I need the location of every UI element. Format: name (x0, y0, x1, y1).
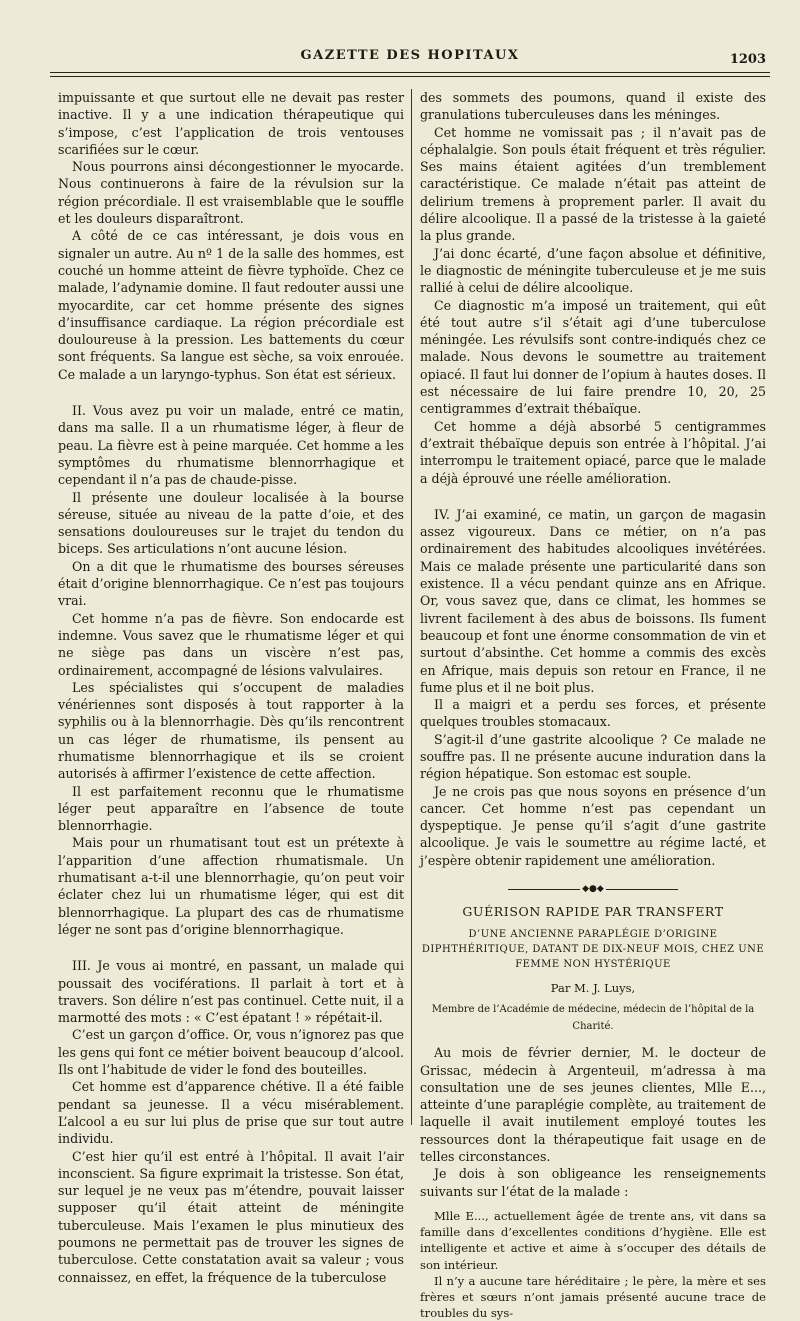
paragraph: Je dois à son obligeance les renseignements suivants sur l’état de la malade : (420, 1166, 766, 1199)
newspaper-page (50, 44, 770, 1321)
paragraph: Mlle E..., actuellement âgée de trente ans, vit dans sa famille dans d’excellentes conditions d’hygiène. Elle est intelligente et active et aime à s’occuper des détails de son intérieur. (420, 1208, 766, 1272)
paragraph: II. Vous avez pu voir un malade, entré ce matin, dans ma salle. Il a un rhumatisme léger, à fleur de peau. La fièvre est à peine marquée. Cet homme a les symptômes du rhumatisme blennorrhagique et cependant il n’a pas de chaude-pisse. (58, 403, 404, 488)
header-rule (50, 72, 770, 73)
paragraph: Cet homme est d’apparence chétive. Il a été faible pendant sa jeunesse. Il a vécu misérablement. L’alcool a eu sur lui plus de prise que sur tout autre individu. (58, 1079, 404, 1147)
paragraph: IV. J’ai examiné, ce matin, un garçon de magasin assez vigoureux. Dans ce métier, on n’a pas ordinairement des habitudes alcooliques invétérées. Mais ce malade présente une particularité dans son existence. Il a vécu pendant quinze ans en Afrique. Or, vous savez que, dans ce climat, les hommes se livrent facilement à des abus de boissons. Ils fument beaucoup et font une énorme consommation de vin et surtout d’absinthe. Cet homme a commis des excès en Afrique, mais depuis son retour en France, il ne fume plus et il ne boit plus. (420, 506, 766, 695)
header-rule-thin (50, 76, 770, 77)
page-header (50, 44, 770, 68)
paragraph: Ce diagnostic m’a imposé un traitement, qui eût été tout autre s’il s’était agi d’une tuberculose méningée. Les révulsifs sont contre-indiqués chez ce malade. Nous devons le soumettre au traitement opiacé. Il faut lui donner de l’opium à hautes doses. Il est nécessaire de lui faire prendre 10, 20, 25 centigrammes d’extrait thébaïque. (420, 297, 766, 417)
article-title: GUÉRISON RAPIDE PAR TRANSFERT (462, 904, 724, 920)
column-divider (411, 89, 412, 1125)
left-column (58, 89, 404, 1286)
journal-title: GAZETTE DES HOPITAUX (300, 48, 520, 63)
right-column (420, 89, 766, 1321)
article-subtitle: D’UNE ANCIENNE PARAPLÉGIE D’ORIGINE DIPHTHÉRITIQUE, DATANT DE DIX-NEUF MOIS, CHEZ UNE FEMME NON HYSTÉRIQUE (421, 929, 765, 971)
page-number: 1203 (729, 52, 766, 67)
paragraph: C’est un garçon d’office. Or, vous n’ignorez pas que les gens qui font ce métier boivent beaucoup d’alcool. Ils ont l’habitude de vider le fond des bouteilles. (58, 1027, 404, 1078)
paragraph: impuissante et que surtout elle ne devait pas rester inactive. Il y a une indication thérapeutique qui s’impose, c’est l’application de trois ventouses scarifiées sur le cœur. (58, 90, 404, 157)
paragraph: C’est hier qu’il est entré à l’hôpital. Il avait l’air inconscient. Sa figure exprimait la tristesse. Son état, sur lequel je ne veux pas m’étendre, pouvait laisser supposer qu’il était atteint de méningite tuberculeuse. Mais l’examen le plus minutieux des poumons ne permettait pas de trouver les signes de tuberculose. Cette constatation avait sa valeur ; vous connaissez, en effet, la fréquence de la tuberculose (58, 1148, 404, 1285)
paragraph: Au mois de février dernier, M. le docteur de Grissac, médecin à Argenteuil, m’adressa à ma consultation une de ses jeunes clientes, Mlle E..., atteinte d’une paraplégie complète, au traitement de laquelle il avait inutilement employé toutes les ressources dont la thérapeutique fait usage en de telles circonstances. (420, 1045, 766, 1165)
paragraph: S’agit-il d’une gastrite alcoolique ? Ce malade ne souffre pas. Il ne présente aucune induration dans la région hépatique. Son estomac est souple. (420, 731, 766, 782)
author-credentials: Membre de l’Académie de médecine, médecin de l’hôpital de la Charité. (431, 1003, 755, 1032)
paragraph: Mais pour un rhumatisant tout est un prétexte à l’apparition d’une affection rhumatismale. Un rhumatisant a-t-il une blennorrhagie, qu’on peut voir éclater chez lui un rhumatisme léger, qui est dit blennorrhagique. La plupart des cas de rhumatisme léger ne sont pas d’origine blennorrhagique. (58, 835, 404, 937)
paragraph: Il est parfaitement reconnu que le rhumatisme léger peut apparaître en l’absence de toute blennorrhagie. (58, 783, 404, 834)
paragraph: J’ai donc écarté, d’une façon absolue et définitive, le diagnostic de méningite tuberculeuse et je me suis rallié à celui de délire alcoolique. (420, 245, 766, 296)
paragraph: Cet homme ne vomissait pas ; il n’avait pas de céphalalgie. Son pouls était fréquent et très régulier. Ses mains étaient agitées d’un tremblement caractéristique. Ce malade n’était pas atteint de delirium tremens à proprement parler. Il avait du délire alcoolique. Il a passé de la tristesse à la gaieté la plus grande. (420, 124, 766, 244)
paragraph: Cet homme n’a pas de fièvre. Son endocarde est indemne. Vous savez que le rhumatisme léger et qui ne siège pas dans un viscère n’est pas, ordinairement, accompagné de lésions valvulaires. (58, 610, 404, 678)
paragraph: On a dit que le rhumatisme des bourses séreuses était d’origine blennorrhagique. Ce n’est pas toujours vrai. (58, 558, 404, 609)
paragraph: A côté de ce cas intéressant, je dois vous en signaler un autre. Au nº 1 de la salle des hommes, est couché un homme atteint de fièvre typhoïde. Chez ce malade, l’adynamie domine. Il faut redouter aussi une myocardite, car cet homme présente des signes d’insuffisance cardiaque. La région précordiale est douloureuse à la pression. Les battements du cœur sont fréquents. Sa langue est sèche, sa voix enrouée. Ce malade a un laryngo-typhus. Son état est sérieux. (58, 228, 404, 382)
paragraph: Les spécialistes qui s’occupent de maladies vénériennes sont disposés à tout rapporter à la syphilis ou à la blennorrhagie. Dès qu’ils rencontrent un cas léger de rhumatisme, ils pensent au rhumatisme blennorrhagique et ils se croient autorisés à affirmer l’existence de cette affection. (58, 679, 404, 782)
paragraph: Il n’y a aucune tare héréditaire ; le père, la mère et ses frères et sœurs n’ont jamais présenté aucune trace de troubles du sys- (420, 1273, 766, 1321)
section-ornament: ◆●◆ (508, 885, 678, 893)
paragraph: III. Je vous ai montré, en passant, un malade qui poussait des vociférations. Il parlait à tort et à travers. Son délire n’est pas continuel. Cette nuit, il a marmotté des mots : « C’est épatant ! » répétait-il. (58, 958, 404, 1026)
paragraph: Il présente une douleur localisée à la bourse séreuse, située au niveau de la patte d’oie, et des sensations douloureuses sur le trajet du tendon du biceps. Ses articulations n’ont aucune lésion. (58, 489, 404, 557)
paragraph: Cet homme a déjà absorbé 5 centigrammes d’extrait thébaïque depuis son entrée à l’hôpital. J’ai interrompu le traitement opiacé, parce que le malade a déjà éprouvé une réelle amélioration. (420, 418, 766, 486)
article-author: Par M. J. Luys, (550, 981, 636, 996)
paragraph: Il a maigri et a perdu ses forces, et présente quelques troubles stomacaux. (420, 697, 766, 730)
paragraph: Nous pourrons ainsi décongestionner le myocarde. Nous continuerons à faire de la révulsion sur la région précordiale. Il est vraisemblable que le souffle et les douleurs disparaîtront. (58, 159, 404, 227)
paragraph: des sommets des poumons, quand il existe des granulations tuberculeuses dans les méninges. (420, 90, 766, 123)
paragraph: Je ne crois pas que nous soyons en présence d’un cancer. Cet homme n’est pas cependant un dyspeptique. Je pense qu’il s’agit d’une gastrite alcoolique. Je vais le soumettre au régime lacté, et j’espère obtenir rapidement une amélioration. (420, 783, 766, 868)
